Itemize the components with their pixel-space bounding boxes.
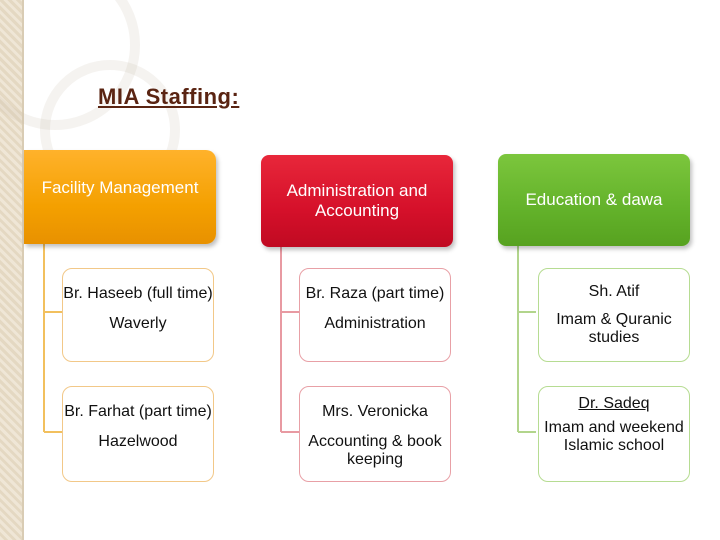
staff-card-sadeq xyxy=(538,386,690,482)
staff-card-atif xyxy=(538,268,690,362)
staff-name: Mrs. Veronicka xyxy=(322,403,428,420)
staff-role: Imam and weekend Islamic school xyxy=(544,419,684,454)
staff-card-veronicka xyxy=(299,386,451,482)
header-facility-management xyxy=(24,150,216,244)
staff-card-haseeb xyxy=(62,268,214,362)
slide-title: MIA Staffing: xyxy=(98,84,240,109)
staff-name: Br. Haseeb (full time) xyxy=(63,285,213,302)
staff-name: Br. Raza (part time) xyxy=(305,285,445,302)
staff-role: Hazelwood xyxy=(98,433,178,450)
staff-card-raza xyxy=(299,268,451,362)
header-label: Administration and Accounting xyxy=(286,181,428,220)
header-label: Facility Management xyxy=(41,178,199,197)
connector-education xyxy=(518,246,536,432)
staff-card-farhat xyxy=(62,386,214,482)
staff-name: Br. Farhat (part time) xyxy=(64,403,212,420)
staff-role: Imam & Quranic studies xyxy=(556,311,672,346)
connector-facility xyxy=(44,244,62,432)
header-administration-accounting xyxy=(261,155,453,247)
staff-name: Dr. Sadeq xyxy=(578,395,650,412)
header-label: Education & dawa xyxy=(525,190,663,209)
staff-role: Waverly xyxy=(109,315,167,332)
connector-admin xyxy=(281,247,299,432)
staff-name: Sh. Atif xyxy=(588,283,640,300)
header-education-dawa xyxy=(498,154,690,246)
staff-role: Administration xyxy=(324,315,426,332)
staff-role: Accounting & book keeping xyxy=(308,433,442,468)
